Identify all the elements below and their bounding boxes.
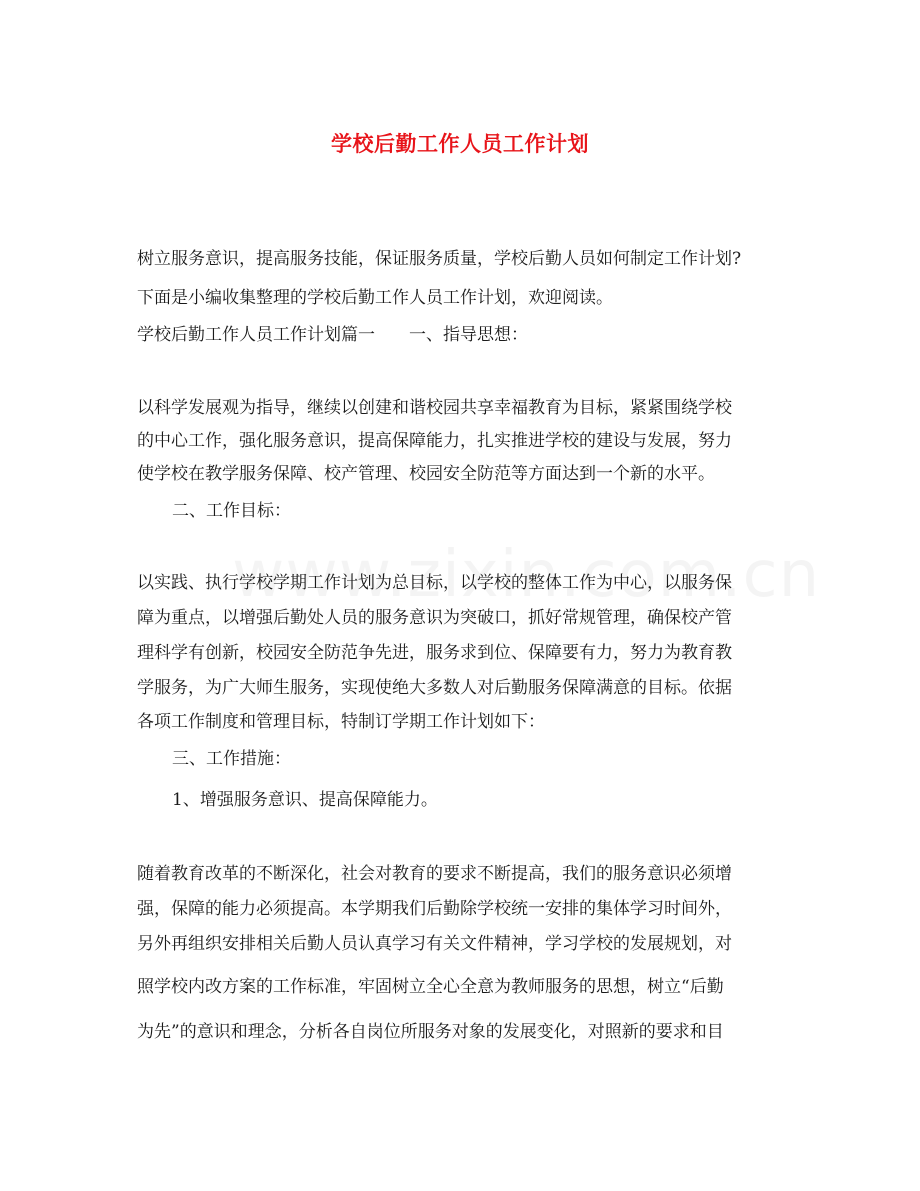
text-line: 以科学发展观为指导，继续以创建和谐校园共享幸福教育为目标，紧紧围绕学校 [137,398,732,418]
text-line: 树立服务意识，提高服务技能，保证服务质量，学校后勤人员如何制定工作计划? [137,249,742,269]
text-line: 学校后勤工作人员工作计划篇一 一、指导思想： [137,325,528,345]
document-title: 学校后勤工作人员工作计划 [331,131,589,156]
text-line: 强，保障的能力必须提高。本学期我们后勤除学校统一安排的集体学习时间外， [137,899,732,919]
text-line: 照学校内改方案的工作标准，牢固树立全心全意为教师服务的思想，树立“后勤 [137,977,724,997]
text-line: 以实践、执行学校学期工作计划为总目标，以学校的整体工作为中心，以服务保 [137,573,732,593]
text-line: 另外再组织安排相关后勤人员认真学习有关文件精神，学习学校的发展规划，对 [137,934,732,954]
text-line: 随着教育改革的不断深化，社会对教育的要求不断提高，我们的服务意识必须增 [137,864,732,884]
text-line: 的中心工作，强化服务意识，提高保障能力，扎实推进学校的建设与发展，努力 [137,431,732,451]
text-line: 下面是小编收集整理的学校后勤工作人员工作计划，欢迎阅读。 [137,288,613,308]
text-line: 理科学有创新，校园安全防范争先进，服务求到位、保障要有力，努力为教育教 [137,643,732,663]
text-line: 学服务，为广大师生服务，实现使绝大多数人对后勤服务保障满意的目标。依据 [137,678,732,698]
text-line: 为先”的意识和理念，分析各自岗位所服务对象的发展变化，对照新的要求和目 [137,1022,724,1042]
section-heading: 二、工作目标： [172,501,291,521]
section-heading: 三、工作措施： [172,749,291,769]
text-line: 使学校在教学服务保障、校产管理、校园安全防范等方面达到一个新的水平。 [137,464,715,484]
text-line: 各项工作制度和管理目标，特制订学期工作计划如下： [137,712,545,732]
text-line: 障为重点，以增强后勤处人员的服务意识为突破口，抓好常规管理，确保校产管 [137,608,732,628]
subsection-heading: 1、增强服务意识、提高保障能力。 [172,790,438,810]
